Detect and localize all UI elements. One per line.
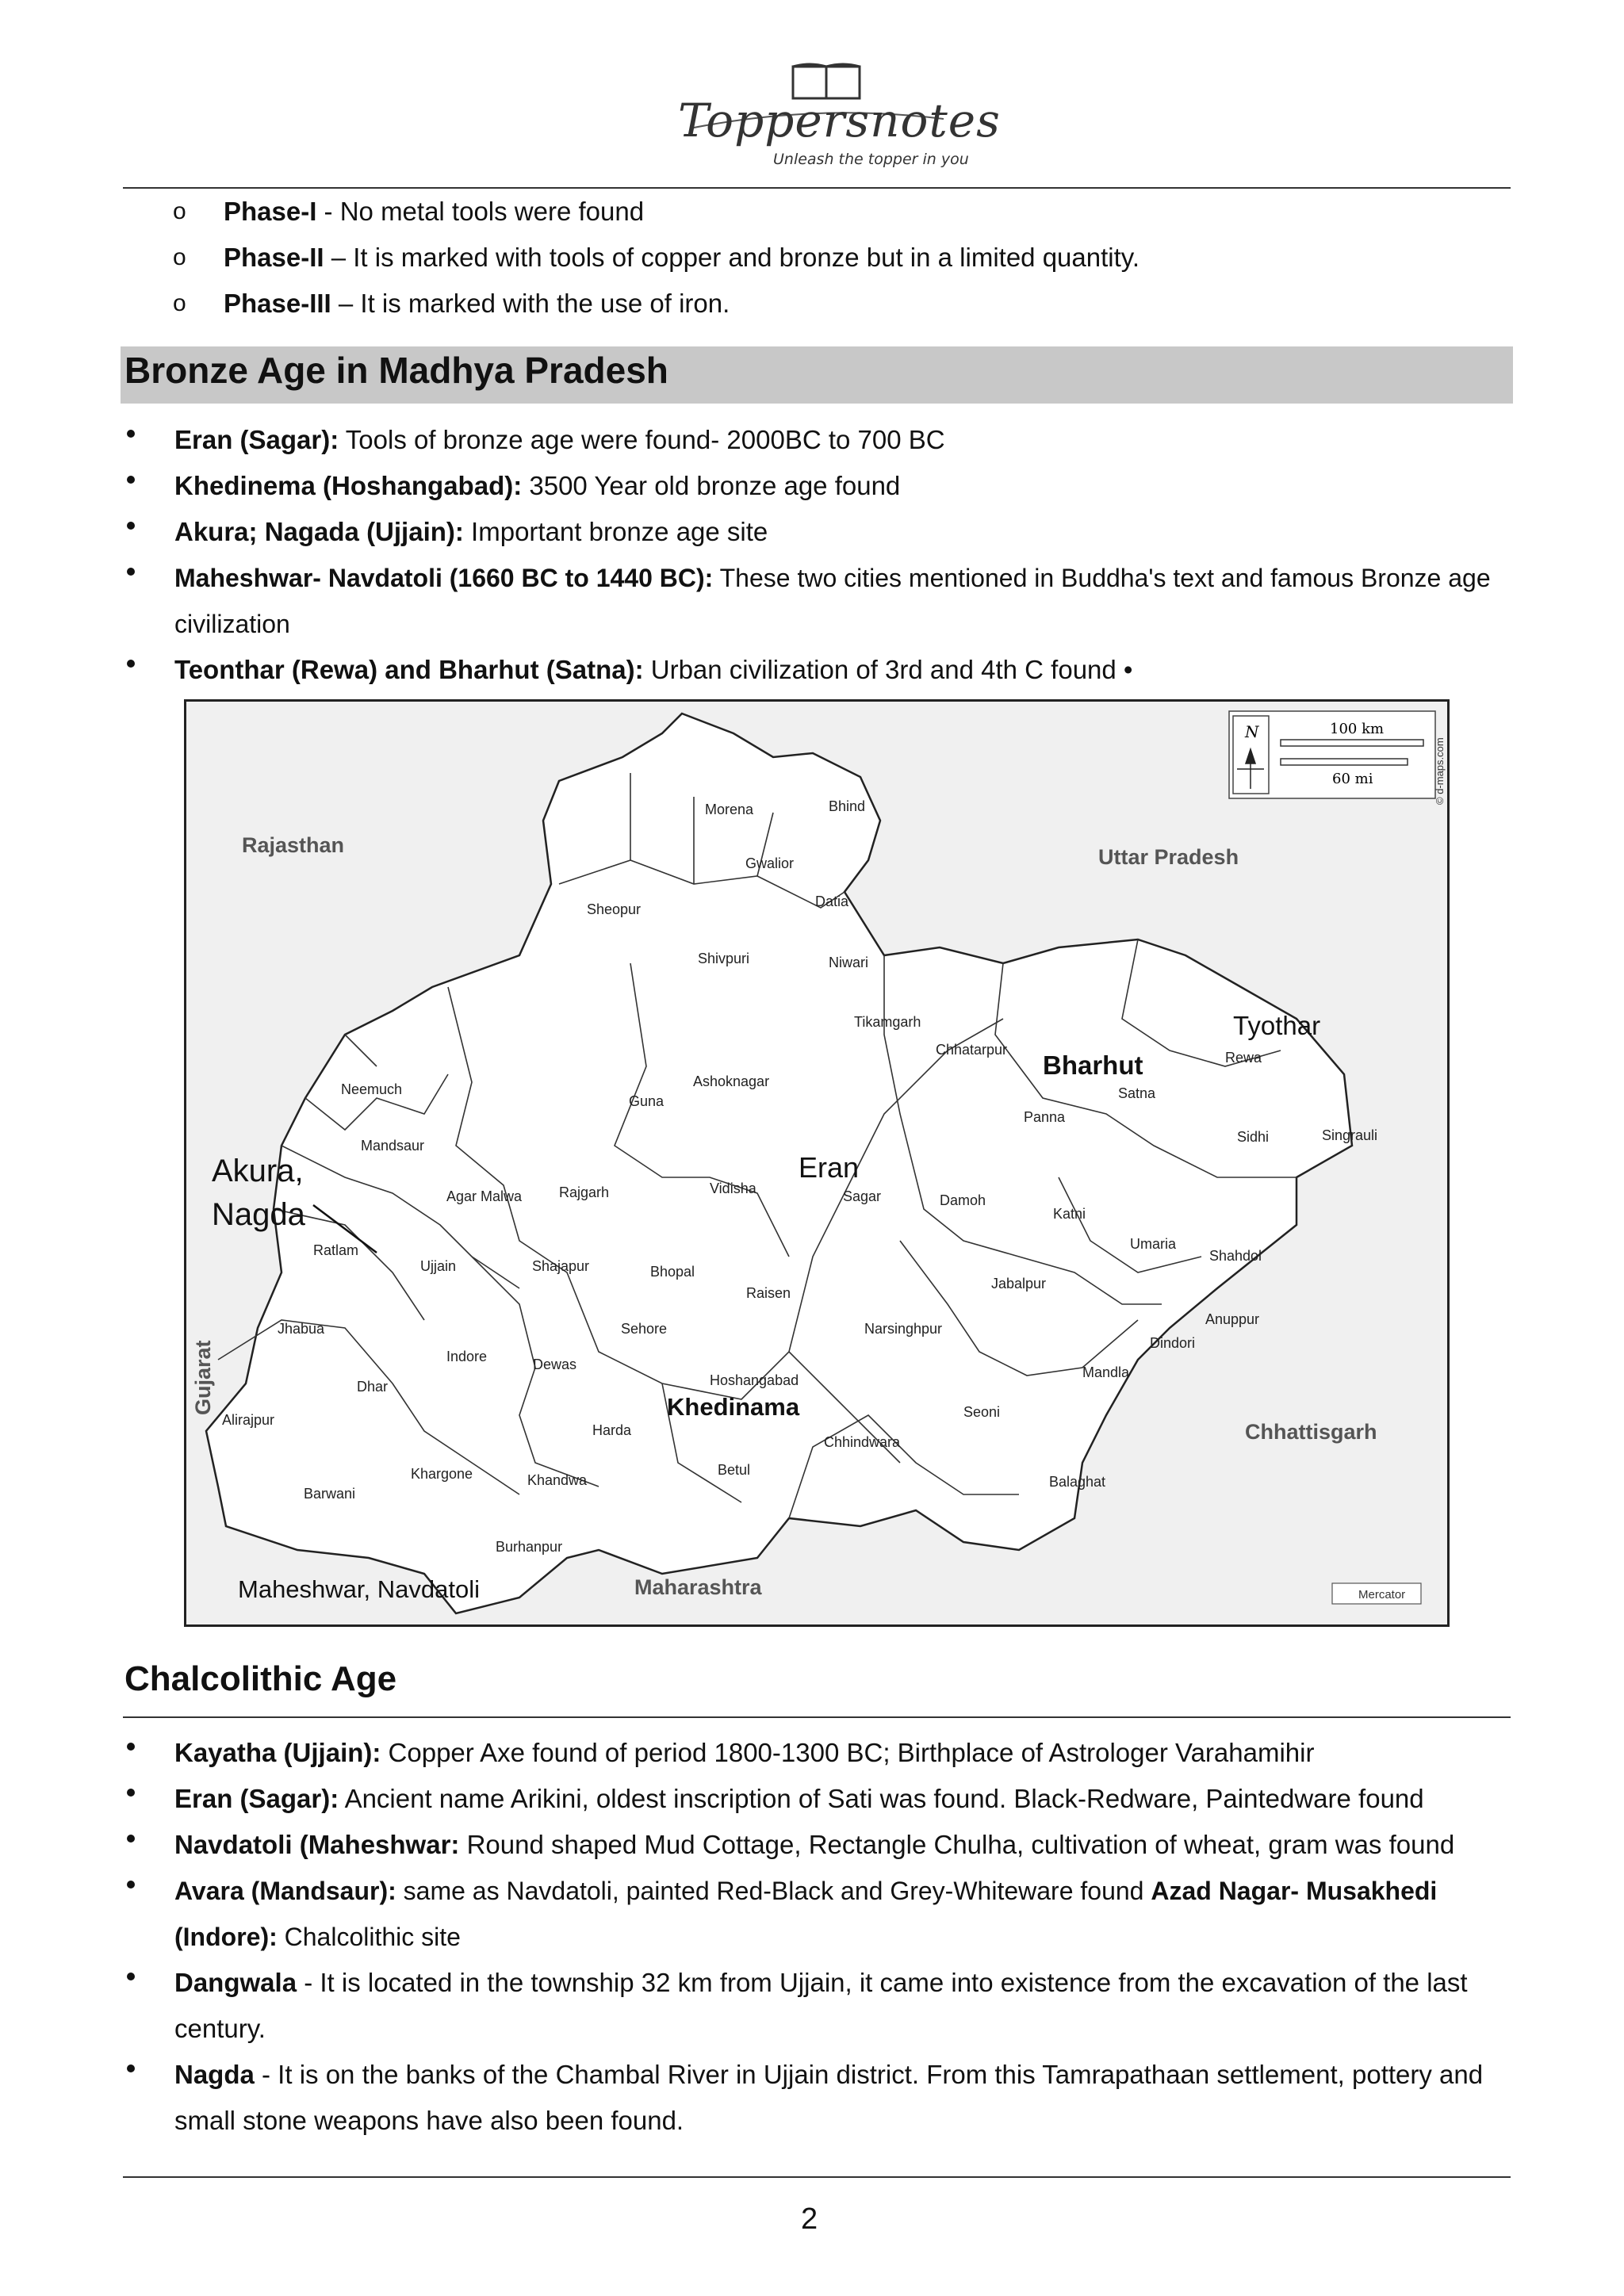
- scale-mi-label: 60 mi: [1332, 771, 1373, 787]
- district-label: Alirajpur: [222, 1412, 275, 1428]
- item-label: Avara (Mandsaur):: [174, 1877, 396, 1905]
- circle-bullet-icon: o: [173, 244, 186, 270]
- circle-bullet-icon: o: [173, 198, 186, 224]
- phase-text: – It is marked with tools of copper and bronze but in a limited quantity.: [324, 243, 1139, 272]
- map-credit: © d-maps.com: [1434, 737, 1446, 805]
- section-rule: [123, 1716, 1511, 1718]
- district-label: Harda: [592, 1422, 632, 1438]
- annotation-label: Maheshwar, Navdatoli: [238, 1575, 480, 1603]
- phase-label: Phase-II: [224, 243, 324, 272]
- item-label: Maheshwar- Navdatoli (1660 BC to 1440 BC):: [174, 564, 714, 592]
- annotation-label: Eran: [799, 1151, 860, 1184]
- district-label: Agar Malwa: [446, 1188, 523, 1204]
- district-label: Shivpuri: [698, 951, 750, 966]
- bullet-icon: [127, 660, 135, 668]
- page-number: 2: [801, 2202, 818, 2236]
- district-label: Bhind: [829, 798, 866, 814]
- district-label: Shahdol: [1209, 1248, 1262, 1264]
- list-item: [127, 463, 1511, 509]
- section-title-bronze-age: Bronze Age in Madhya Pradesh: [124, 350, 668, 391]
- district-label: Tikamgarh: [854, 1014, 921, 1030]
- item-text: Ancient name Arikini, oldest inscription of Sati was found. Black-Redware, Paintedware found: [339, 1784, 1424, 1813]
- district-label: Raisen: [746, 1285, 791, 1301]
- section-title-chalcolithic: Chalcolithic Age: [124, 1659, 397, 1698]
- item-text: Important bronze age site: [463, 517, 768, 546]
- bullet-icon: [127, 1835, 135, 1843]
- district-label: Guna: [629, 1093, 665, 1109]
- compass-n-icon: N: [1245, 722, 1259, 741]
- bullet-icon: [127, 1973, 135, 1980]
- district-label: Narsinghpur: [864, 1321, 943, 1337]
- district-label: Chhindwara: [824, 1434, 901, 1450]
- annotation-label: Nagda: [212, 1197, 305, 1232]
- district-label: Dewas: [533, 1357, 577, 1372]
- item-text-secondary: Chalcolithic site: [277, 1923, 461, 1951]
- list-item: [127, 1822, 1511, 1868]
- district-label: Bhopal: [650, 1264, 695, 1280]
- list-item: [127, 1960, 1511, 2052]
- bullet-icon: [127, 476, 135, 484]
- madhya-pradesh-map: [184, 699, 1450, 1627]
- item-label: Navdatoli (Maheshwar:: [174, 1830, 460, 1859]
- district-label: Rewa: [1225, 1050, 1262, 1066]
- district-label: Neemuch: [341, 1081, 403, 1097]
- list-item: [127, 2052, 1511, 2144]
- district-label: Sidhi: [1237, 1129, 1270, 1145]
- footer-rule: [123, 2176, 1511, 2178]
- scale-km-label: 100 km: [1330, 721, 1385, 737]
- district-label: Sagar: [843, 1188, 882, 1204]
- item-text: These two cities mentioned in Buddha's text and famous Bronze age civilization: [174, 564, 1491, 638]
- district-label: Datia: [815, 894, 849, 909]
- annotation-label: Bharhut: [1043, 1050, 1143, 1080]
- district-label: Shajapur: [532, 1258, 590, 1274]
- item-label: Teonthar (Rewa) and Bharhut (Satna):: [174, 655, 644, 684]
- phase-label: Phase-I: [224, 197, 317, 226]
- district-label: Chhatarpur: [936, 1042, 1008, 1058]
- district-label: Vidisha: [710, 1181, 756, 1196]
- annotation-label: Tyothar: [1233, 1011, 1321, 1040]
- item-text: Copper Axe found of period 1800-1300 BC; Birthplace of Astrologer Varahamihir: [381, 1738, 1315, 1767]
- bullet-icon: [127, 2064, 135, 2072]
- district-label: Singrauli: [1322, 1127, 1378, 1143]
- district-label: Anuppur: [1205, 1311, 1260, 1327]
- bullet-icon: [127, 1789, 135, 1797]
- district-label: Mandsaur: [361, 1138, 425, 1154]
- item-text: - It is on the banks of the Chambal River in Ujjain district. From this Tamrapathaan settlement, pottery and small stone weapons have also been found.: [174, 2060, 1484, 2135]
- bullet-icon: [127, 522, 135, 530]
- district-label: Dhar: [357, 1379, 389, 1395]
- item-text: - It is located in the township 32 km from Ujjain, it came into existence from the excavation of the last century.: [174, 1968, 1468, 2043]
- logo-script-text: Toppersnotes: [678, 94, 1001, 147]
- phase-text: - No metal tools were found: [316, 197, 645, 226]
- list-item: [127, 417, 1511, 463]
- district-label: Balaghat: [1049, 1474, 1106, 1490]
- district-label: Damoh: [940, 1192, 986, 1208]
- scale-bar-mi: [1281, 759, 1408, 765]
- district-label: Mandla: [1082, 1364, 1130, 1380]
- item-text: Urban civilization of 3rd and 4th C found •: [643, 655, 1133, 684]
- state-label: Chhattisgarh: [1245, 1420, 1377, 1444]
- district-label: Ashoknagar: [693, 1073, 770, 1089]
- district-label: Ratlam: [313, 1242, 359, 1258]
- item-text: Round shaped Mud Cottage, Rectangle Chulha, cultivation of wheat, gram was found: [459, 1830, 1455, 1859]
- district-label: Khargone: [411, 1466, 473, 1482]
- district-label: Indore: [446, 1349, 488, 1364]
- district-label: Katni: [1053, 1206, 1086, 1222]
- bullet-icon: [127, 568, 135, 576]
- district-label: Umaria: [1130, 1236, 1177, 1252]
- district-label: Seoni: [963, 1404, 1001, 1420]
- district-label: Barwani: [304, 1486, 356, 1502]
- item-text: same as Navdatoli, painted Red-Black and Grey-Whiteware found: [396, 1877, 1151, 1905]
- district-label: Dindori: [1150, 1335, 1196, 1351]
- projection-label: Mercator: [1358, 1588, 1406, 1601]
- item-label: Eran (Sagar):: [174, 425, 339, 454]
- item-label: Kayatha (Ujjain):: [174, 1738, 381, 1767]
- list-item: [127, 647, 1511, 693]
- annotation-label: Akura,: [212, 1154, 304, 1188]
- list-item: [127, 1776, 1511, 1822]
- bullet-icon: [127, 1881, 135, 1888]
- header-rule: [123, 187, 1511, 189]
- item-label: Nagda: [174, 2060, 255, 2089]
- item-label-secondary: Azad Nagar- Musakhedi (Indore):: [174, 1877, 1438, 1951]
- district-label: Burhanpur: [496, 1539, 563, 1555]
- list-item: [127, 509, 1511, 555]
- district-label: Sheopur: [587, 901, 642, 917]
- district-label: Sehore: [621, 1321, 668, 1337]
- scale-bar-km: [1281, 740, 1423, 746]
- item-label: Dangwala: [174, 1968, 297, 1997]
- list-item: [127, 1868, 1511, 1960]
- state-label: Rajasthan: [242, 833, 345, 857]
- district-label: Morena: [705, 802, 754, 817]
- state-label: Uttar Pradesh: [1098, 845, 1239, 869]
- logo-tagline: Unleash the topper in you: [773, 151, 969, 168]
- district-label: Jhabua: [278, 1321, 325, 1337]
- phase-label: Phase-III: [224, 289, 331, 318]
- district-label: Panna: [1024, 1109, 1066, 1125]
- item-text: Tools of bronze age were found- 2000BC to 700 BC: [339, 425, 945, 454]
- phase-text: – It is marked with the use of iron.: [331, 289, 730, 318]
- item-label: Khedinema (Hoshangabad):: [174, 471, 523, 500]
- district-label: Satna: [1118, 1085, 1156, 1101]
- district-label: Ujjain: [420, 1258, 457, 1274]
- list-item: [127, 555, 1511, 647]
- district-label: Gwalior: [745, 855, 795, 871]
- district-label: Khandwa: [527, 1472, 588, 1488]
- bullet-icon: [127, 430, 135, 438]
- item-text: 3500 Year old bronze age found: [522, 471, 901, 500]
- item-label: Akura; Nagada (Ujjain):: [174, 517, 464, 546]
- bullet-icon: [127, 1743, 135, 1751]
- district-label: Jabalpur: [991, 1276, 1047, 1292]
- circle-bullet-icon: o: [173, 290, 186, 316]
- district-label: Rajgarh: [559, 1184, 610, 1200]
- district-label: Niwari: [829, 955, 869, 970]
- district-label: Betul: [718, 1462, 751, 1478]
- district-label: Hoshangabad: [710, 1372, 799, 1388]
- annotation-label: Khedinama: [667, 1393, 800, 1421]
- list-item: [127, 1730, 1511, 1776]
- state-label: Maharashtra: [634, 1575, 762, 1599]
- state-label: Gujarat: [191, 1340, 215, 1415]
- item-label: Eran (Sagar):: [174, 1784, 339, 1813]
